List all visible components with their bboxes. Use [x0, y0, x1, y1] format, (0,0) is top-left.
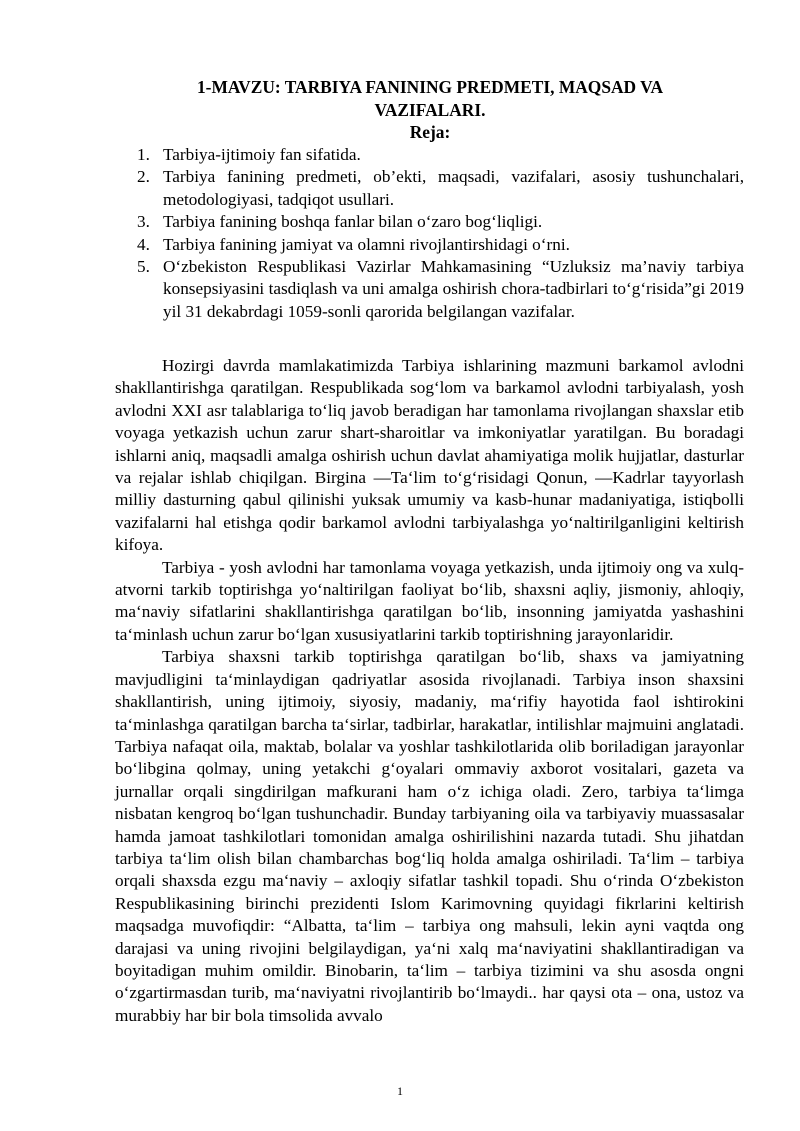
- plan-item-number: 3.: [137, 212, 150, 232]
- plan-item-text: Tarbiya fanining boshqa fanlar bilan o‘zaro bog‘liqligi.: [163, 212, 543, 232]
- plan-item-text: Tarbiya fanining jamiyat va olamni rivojlantirshidagi o‘rni.: [163, 234, 570, 254]
- plan-item: [137, 256, 744, 323]
- body-text: [115, 355, 744, 1027]
- page-number: 1: [397, 1084, 403, 1098]
- plan-item-number: 4.: [137, 234, 150, 254]
- plan-heading: Reja:: [409, 122, 451, 142]
- plan-item-text: Tarbiya fanining predmeti, ob’ekti, maqsadi, vazifalari, asosiy tushunchalari, metodologiyasi, tadqiqot usullari.: [163, 167, 744, 209]
- plan-item: [137, 144, 744, 166]
- plan-item-number: 5.: [137, 257, 150, 277]
- plan-item-text: O‘zbekiston Respublikasi Vazirlar Mahkamasining “Uzluksiz ma’naviy tarbiya konsepsiyasini tasdiqlash va uni amalga oshirish chora-tadbirlari to‘g‘risida”gi 2019 yil 31 dekabrdagi 1059-sonli qarorida belgilangan vazifalar.: [163, 257, 744, 321]
- paragraph: Tarbiya - yosh avlodni har tamonlama voyaga yetkazish, unda ijtimoiy ong va xulq-atvorni tarkib toptirishga yo‘naltirilgan faoliyat bo‘lib, shaxsni aqliy, jismoniy, ahloqiy, ma‘naviy sifatlarini shakllantirishga qaratilgan bo‘lib, insonning jamiyatda yashashini ta‘minlash uchun zarur bo‘lgan xususiyatlarini tarkib toptirishning jarayonlaridir.: [115, 557, 744, 644]
- plan-item-number: 1.: [137, 145, 150, 164]
- page-title: 1-MAVZU: TARBIYA FANINING PREDMETI, MAQSAD VA VAZIFALARI.: [196, 77, 664, 120]
- plan-item: [137, 211, 744, 233]
- plan-item-number: 2.: [137, 167, 150, 187]
- plan-item: [137, 166, 744, 211]
- plan-item-text: Tarbiya-ijtimoiy fan sifatida.: [163, 145, 361, 164]
- paragraph: Hozirgi davrda mamlakatimizda Tarbiya ishlarining mazmuni barkamol avlodni shakllantirishga qaratilgan. Respublikada sog‘lom va barkamol avlodni tarbiyalash, yosh avlodni XXI asr talablariga to‘liq javob beradigan har tamonlama rivojlangan shaxslar etib voyaga yetkazish uchun zarur shart-sharoitlar va imkoniyatlar yaratilgan. Bu boradagi ishlarni aniq, maqsadli amalga oshirish uchun davlat ahamiyatiga molik hujjatlar, dasturlar va rejalar ishlab chiqilgan. Birgina ―Ta‘lim to‘g‘risidagi Qonun, ―Kadrlar tayyorlash milliy dasturning qabul qilinishi yuksak umumiy va kasb-hunar madaniyatiga, istiqbolli vazifalarni hal etishga qodir barkamol avlodni tarbiyalashga yo‘naltirilganligini keltirish kifoya.: [115, 356, 744, 555]
- plan-list: [137, 144, 744, 323]
- paragraph: Tarbiya shaxsni tarkib toptirishga qaratilgan bo‘lib, shaxs va jamiyatning mavjudligini ta‘minlaydigan qadriyatlar asosida rivojlanadi. Tarbiya inson shaxsini shakllantirish, uning ijtimoiy, siyosiy, madaniy, ma‘rifiy hayotida faol ishtirokini ta‘minlashga qaratilgan barcha ta‘sirlar, tadbirlar, harakatlar, intilishlar majmuini anglatadi. Tarbiya nafaqat oila, maktab, bolalar va yoshlar tashkilotlarida olib boriladigan jarayonlar bo‘libgina qolmay, uning yetakchi g‘oyalari ommaviy axborot vositalari, gazeta va jurnallar orqali singdirilgan mafkurani ham o‘z ichiga oladi. Zero, tarbiya ta‘limga nisbatan kengroq bo‘lgan tushunchadir. Bunday tarbiyaning oila va tarbiyaviy muassasalar hamda jamoat tashkilotlari tomonidan amalga oshirilishini nazarda tutadi. Shu jihatdan tarbiya ta‘lim olish bilan chambarchas bog‘liq holda amalga oshiriladi. Ta‘lim – tarbiya orqali shaxsda ezgu ma‘naviy – axloqiy sifatlar tashkil topadi. Shu o‘rinda O‘zbekiston Respublikasining birinchi prezidenti Islom Karimovning quyidagi fikrlarini keltirish maqsadga muvofiqdir: “Albatta, ta‘lim – tarbiya ong mahsuli, lekin ayni vaqtda ong darajasi va uning rivojini belgilaydigan, ya‘ni xalq ma‘naviyatini shakllantiradigan va boyitadigan muhim omildir. Binobarin, ta‘lim – tarbiya tizimini va shu asosda ongni o‘zgartirmasdan turib, ma‘naviyatni rivojlantirib bo‘lmaydi.. har qaysi ota – ona, ustoz va murabbiy har bir bola timsolida avvalo: [115, 647, 744, 1025]
- plan-item: [137, 234, 744, 256]
